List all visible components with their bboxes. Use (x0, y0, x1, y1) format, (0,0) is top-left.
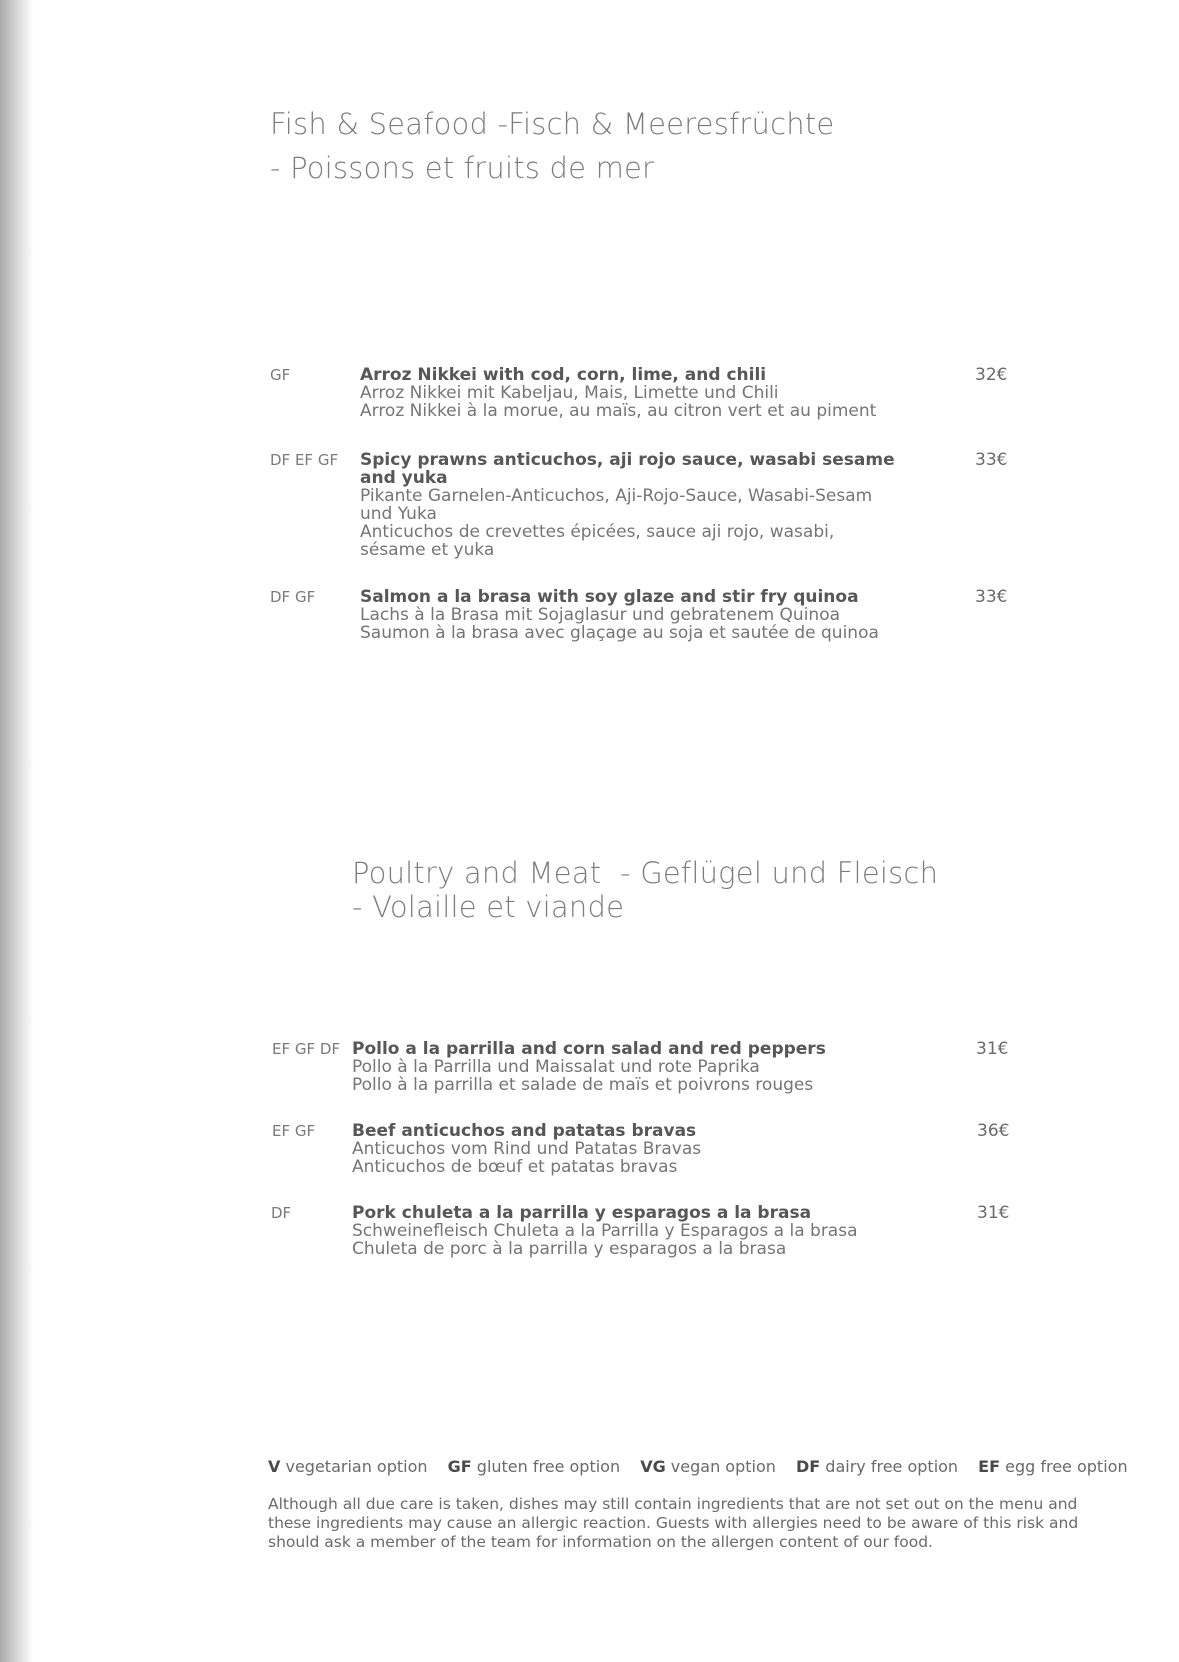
item-name: Pork chuleta a la parrilla y esparagos a la brasa (352, 1203, 812, 1223)
dietary-tags: DF EF GF (270, 451, 339, 469)
item-name-french: Anticuchos de crevettes épicées, sauce aji rojo, wasabi, sésame et yuka (360, 522, 835, 560)
fish-title-line1: Fish & Seafood -Fisch & Meeresfrüchte (270, 107, 835, 141)
item-name-german: Pikante Garnelen-Anticuchos, Aji-Rojo-Sauce, Wasabi-Sesam und Yuka (360, 486, 873, 524)
item-price: 36€ (977, 1121, 1010, 1141)
item-name-french: Arroz Nikkei à la morue, au maïs, au citron vert et au piment (360, 401, 877, 421)
item-name: Salmon a la brasa with soy glaze and stir fry quinoa (360, 587, 859, 607)
meat-title-line1: Poultry and Meat - Geflügel und Fleisch (352, 856, 939, 890)
dietary-legend (268, 1457, 1128, 1477)
item-name: Pollo a la parrilla and corn salad and red peppers (352, 1039, 826, 1059)
dietary-tags: GF (270, 366, 291, 384)
item-price: 33€ (975, 450, 1008, 470)
dietary-tags: EF GF (272, 1122, 316, 1140)
legend-vegetarian: V vegetarian option (268, 1457, 428, 1476)
item-name: Spicy prawns anticuchos, aji rojo sauce, wasabi sesame and yuka (360, 450, 895, 488)
meat-section-title (352, 856, 938, 924)
item-price: 32€ (975, 365, 1008, 385)
item-name-french: Saumon à la brasa avec glaçage au soja et sautée de quinoa (360, 623, 879, 643)
item-name-german: Anticuchos vom Rind und Patatas Bravas (352, 1139, 702, 1159)
legend-gluten-free: GF gluten free option (447, 1457, 621, 1476)
item-price: 31€ (977, 1203, 1010, 1223)
item-price: 31€ (976, 1039, 1009, 1059)
dietary-tags: DF (271, 1204, 292, 1222)
item-description (352, 1122, 912, 1176)
dietary-tags: DF GF (270, 588, 316, 606)
item-name-german: Pollo à la Parrilla und Maissalat und rote Paprika (352, 1057, 760, 1077)
item-description (352, 1204, 922, 1258)
item-name-french: Pollo à la parrilla et salade de maïs et poivrons rouges (352, 1075, 814, 1095)
fish-section-title (270, 102, 834, 190)
page-spine-shadow (0, 0, 34, 1662)
item-name-german: Lachs à la Brasa mit Sojaglasur und gebratenem Quinoa (360, 605, 841, 625)
item-name-german: Arroz Nikkei mit Kabeljau, Mais, Limette und Chili (360, 383, 779, 403)
dietary-tags: EF GF DF (272, 1040, 341, 1058)
legend-dairy-free: DF dairy free option (795, 1457, 959, 1476)
item-name: Beef anticuchos and patatas bravas (352, 1121, 697, 1141)
item-description (360, 366, 900, 420)
item-description (360, 588, 920, 642)
item-name-german: Schweinefleisch Chuleta a la Parrilla y Esparagos a la brasa (352, 1221, 858, 1241)
allergen-disclaimer: Although all due care is taken, dishes may still contain ingredients that are not set out on the menu and these ingredients may cause an allergic reaction. Guests with allergies need to be aware of this risk and should ask a member of the team for information on the allergen content of our food. (268, 1495, 1079, 1551)
meat-title-line2: - Volaille et viande (352, 890, 625, 924)
fish-title-line2: - Poissons et fruits de mer (270, 151, 655, 185)
item-description (360, 451, 900, 559)
item-name-french: Anticuchos de bœuf et patatas bravas (352, 1157, 678, 1177)
item-name-french: Chuleta de porc à la parrilla y esparagos a la brasa (352, 1239, 787, 1259)
item-description (352, 1040, 912, 1094)
item-name: Arroz Nikkei with cod, corn, lime, and chili (360, 365, 767, 385)
item-price: 33€ (975, 587, 1008, 607)
legend-egg-free: EF egg free option (978, 1457, 1128, 1476)
legend-vegan: VG vegan option (640, 1457, 776, 1476)
